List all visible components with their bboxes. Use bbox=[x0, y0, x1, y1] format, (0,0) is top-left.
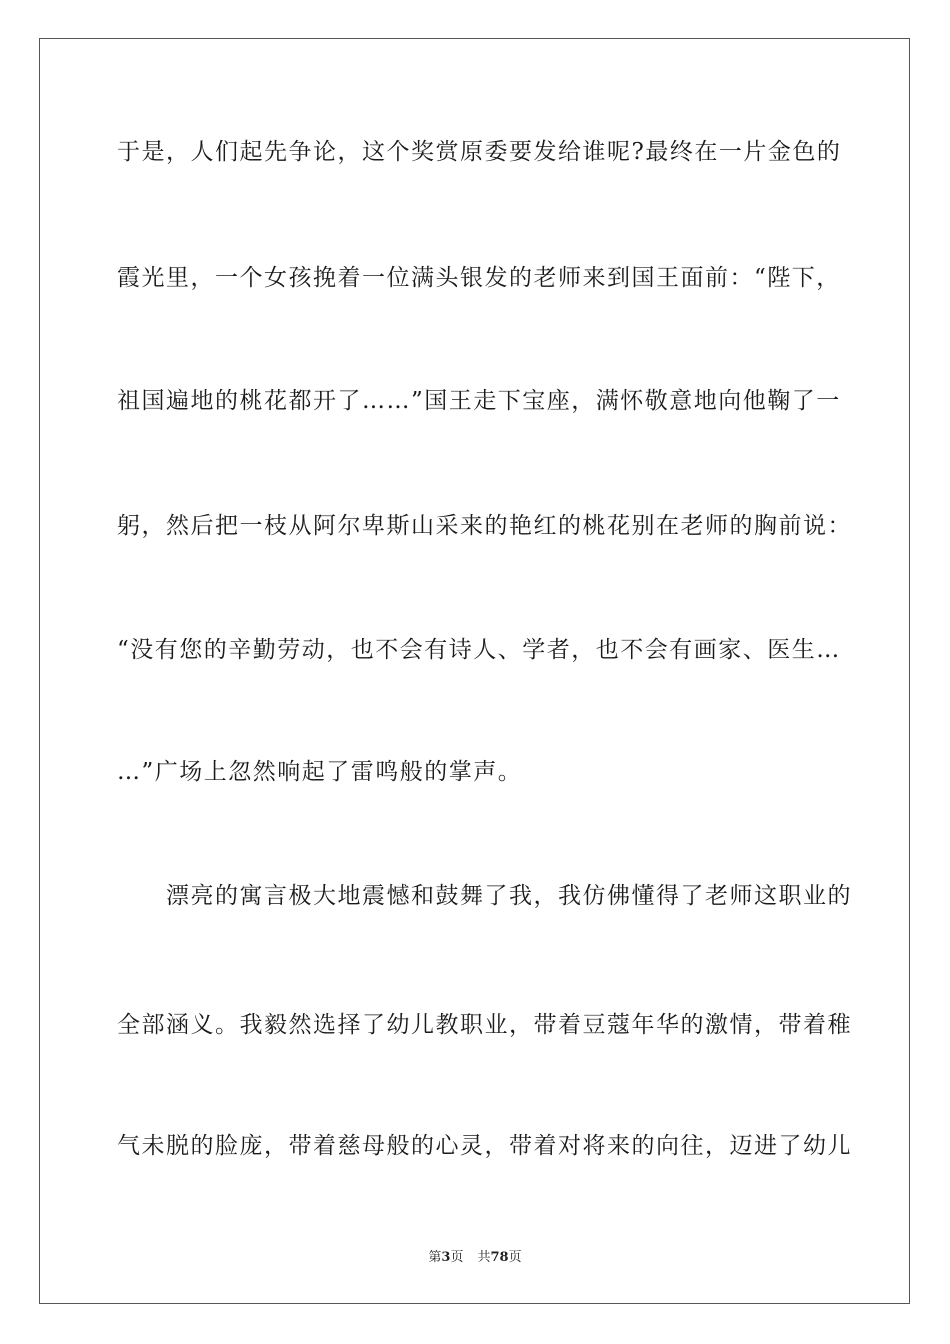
body-text-line: 躬，然后把一枝从阿尔卑斯山采来的艳红的桃花别在老师的胸前说： bbox=[117, 513, 852, 539]
body-text-line: 漂亮的寓言极大地震憾和鼓舞了我，我仿佛懂得了老师这职业的 bbox=[117, 883, 852, 909]
body-text-line: 全部涵义。我毅然选择了幼儿教职业，带着豆蔻年华的激情，带着稚 bbox=[117, 1012, 852, 1038]
body-text-line: 于是，人们起先争论，这个奖赏原委要发给谁呢?最终在一片金色的 bbox=[117, 139, 842, 165]
total-prefix: 共 bbox=[477, 1250, 491, 1265]
page-prefix: 第 bbox=[428, 1250, 442, 1265]
total-pages: 78 bbox=[490, 1250, 509, 1265]
total-suffix: 页 bbox=[508, 1250, 522, 1265]
page-number: 3 bbox=[441, 1250, 451, 1265]
body-text-line: 气未脱的脸庞，带着慈母般的心灵，带着对将来的向往，迈进了幼儿 bbox=[117, 1133, 852, 1159]
page-border bbox=[39, 38, 910, 1304]
body-text-line: …”广场上忽然响起了雷鸣般的掌声。 bbox=[117, 759, 523, 785]
body-text-line: 祖国遍地的桃花都开了……”国王走下宝座，满怀敬意地向他鞠了一 bbox=[117, 388, 841, 414]
page-footer bbox=[0, 1249, 950, 1267]
body-text-line: 霞光里，一个女孩挽着一位满头银发的老师来到国王面前：“陛下， bbox=[117, 265, 841, 291]
body-text-line: “没有您的辛勤劳动，也不会有诗人、学者，也不会有画家、医生… bbox=[117, 637, 841, 663]
page-suffix: 页 bbox=[450, 1250, 464, 1265]
